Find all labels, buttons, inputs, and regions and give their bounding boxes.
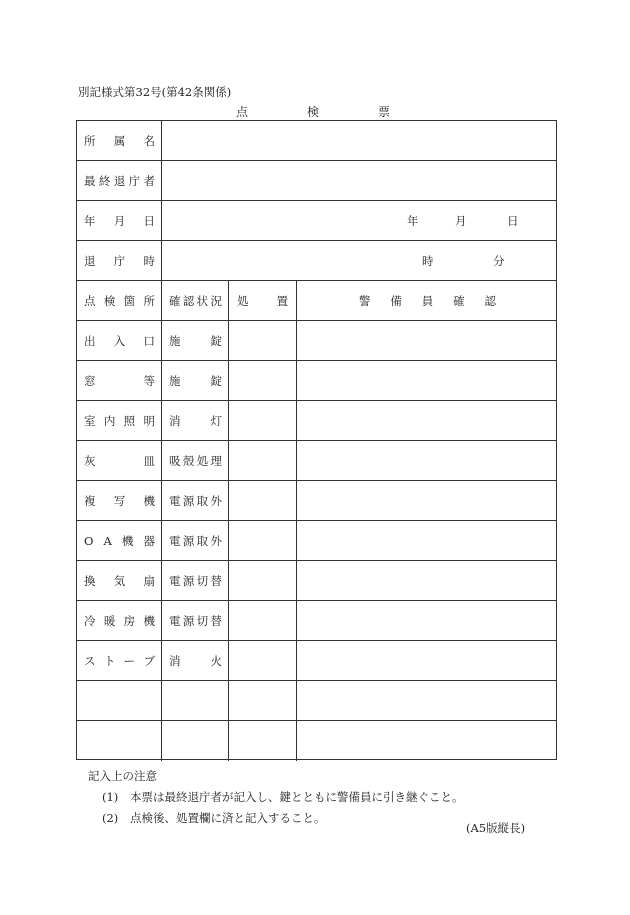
form-number-note: 別記様式第32号(第42条関係) (78, 85, 232, 99)
checklist-row (77, 401, 556, 441)
column-header-location-char: 検 (103, 293, 116, 308)
check-status (162, 601, 229, 640)
header-label-char: 名 (143, 133, 155, 148)
checkpoint-location-char: 機 (121, 533, 134, 548)
checklist-row (77, 321, 556, 361)
guard-confirm-field[interactable] (297, 401, 558, 440)
header-label-char: 日 (143, 213, 155, 228)
guard-confirm-field[interactable] (297, 721, 558, 761)
check-status (162, 321, 229, 360)
checkpoint-location (77, 561, 162, 600)
checkpoint-location (77, 361, 162, 400)
title-char: 検 (306, 105, 319, 119)
header-value-field[interactable] (162, 121, 558, 160)
column-header-guard (297, 281, 558, 320)
checkpoint-location-char: 気 (113, 573, 126, 588)
note-item (88, 808, 464, 829)
check-status-char: 電 (169, 533, 181, 548)
check-status (162, 361, 229, 400)
note-text: 点検後、処置欄に済と記入すること。 (130, 811, 326, 825)
header-value-field[interactable] (162, 201, 558, 240)
check-status-char: 施 (169, 373, 181, 388)
check-status-char: 替 (210, 613, 222, 628)
column-header-location-char: 箇 (123, 293, 136, 308)
checkpoint-location-char: 明 (143, 413, 155, 428)
check-status-char: 外 (210, 533, 222, 548)
checkpoint-location-char: ス (84, 653, 96, 668)
check-status (162, 641, 229, 680)
header-label-char: 者 (143, 173, 155, 188)
title-char: 票 (377, 105, 390, 119)
check-status-char: 取 (196, 493, 209, 508)
header-label-char: 年 (84, 213, 96, 228)
paper-size-note: (A5版縦長) (466, 821, 526, 835)
check-status (162, 561, 229, 600)
note-number: (2) (102, 811, 119, 825)
checkpoint-location-char: 等 (143, 373, 155, 388)
check-status-char: 切 (196, 613, 209, 628)
column-header-check-char: 確 (169, 293, 181, 308)
header-label-char: 属 (113, 133, 126, 148)
column-header-guard-char: 警 (359, 293, 371, 308)
guard-confirm-field[interactable] (297, 441, 558, 480)
check-status-char: 錠 (210, 373, 222, 388)
action-field[interactable] (229, 361, 297, 400)
checkpoint-location-char: 写 (113, 493, 126, 508)
header-label-char: 庁 (128, 173, 141, 188)
check-status-char: 切 (196, 573, 209, 588)
header-label-char: 退 (113, 173, 126, 188)
checklist-row (77, 681, 556, 721)
checkpoint-location-char: 換 (84, 573, 96, 588)
checkpoint-location-char: 皿 (143, 453, 155, 468)
checkpoint-location-char: 内 (103, 413, 116, 428)
check-status-char: 源 (182, 533, 195, 548)
checkpoint-location (77, 321, 162, 360)
column-header-check-char: 況 (210, 293, 222, 308)
inspection-table (76, 120, 557, 760)
check-status (162, 681, 229, 720)
guard-confirm-field[interactable] (297, 641, 558, 680)
check-status-char: 替 (210, 573, 222, 588)
check-status-char: 錠 (210, 333, 222, 348)
checkpoint-location-char: 機 (143, 613, 155, 628)
checklist-row (77, 481, 556, 521)
check-status-char: 理 (210, 453, 222, 468)
notes-heading: 記入上の注意 (88, 769, 157, 783)
checkpoint-location (77, 521, 162, 560)
header-label-char: 月 (113, 213, 126, 228)
header-label-char: 所 (84, 133, 96, 148)
check-status-char: 消 (169, 653, 181, 668)
checkpoint-location-char: 室 (84, 413, 96, 428)
checkpoint-location-char: 窓 (84, 373, 96, 388)
header-label-char: 庁 (113, 253, 126, 268)
note-text: 本票は最終退庁者が記入し、鍵とともに警備員に引き継ぐこと。 (130, 790, 464, 804)
note-item (88, 787, 464, 808)
column-header-location-char: 所 (143, 293, 155, 308)
checklist-row (77, 521, 556, 561)
checkpoint-location (77, 681, 162, 720)
check-status (162, 401, 229, 440)
header-label (77, 161, 162, 200)
guard-confirm-field[interactable] (297, 601, 558, 640)
checkpoint-location (77, 721, 162, 761)
guard-confirm-field[interactable] (297, 561, 558, 600)
checkpoint-location-char: O (84, 533, 94, 548)
column-header-action-char: 置 (276, 293, 288, 308)
action-field[interactable] (229, 641, 297, 680)
checkpoint-location (77, 601, 162, 640)
column-header-guard-char: 認 (484, 293, 496, 308)
checklist-row (77, 361, 556, 401)
checkpoint-location-char: 扇 (143, 573, 155, 588)
header-row (77, 121, 556, 161)
guard-confirm-field[interactable] (297, 681, 558, 720)
action-field[interactable] (229, 561, 297, 600)
check-status-char: 電 (169, 613, 181, 628)
guard-confirm-field[interactable] (297, 321, 558, 360)
checkpoint-location-char: 冷 (84, 613, 96, 628)
check-status-char: 火 (210, 653, 222, 668)
checkpoint-location-char: 機 (143, 493, 155, 508)
header-label-char: 最 (84, 173, 96, 188)
column-header-location (77, 281, 162, 320)
column-header-row (77, 281, 556, 321)
checkpoint-location-char: 器 (143, 533, 155, 548)
check-status-char: 源 (182, 613, 195, 628)
checkpoint-location-char: 灰 (84, 453, 96, 468)
header-row (77, 201, 556, 241)
column-header-check (162, 281, 229, 320)
column-header-guard-char: 員 (421, 293, 434, 308)
column-header-location-char: 点 (84, 293, 96, 308)
check-status-char: 源 (182, 493, 195, 508)
checkpoint-location-char: 出 (84, 333, 96, 348)
check-status (162, 721, 229, 761)
checklist-row (77, 561, 556, 601)
guard-confirm-field[interactable] (297, 361, 558, 400)
date-unit-label: 年 (407, 213, 419, 228)
guard-confirm-field[interactable] (297, 481, 558, 520)
check-status (162, 441, 229, 480)
action-field[interactable] (229, 681, 297, 720)
checkpoint-location-char: 入 (113, 333, 126, 348)
checkpoint-location (77, 641, 162, 680)
column-header-guard-char: 備 (390, 293, 402, 308)
checkpoint-location-char: A (103, 533, 112, 548)
checkpoint-location-char: 複 (84, 493, 96, 508)
checkpoint-location-char: 房 (123, 613, 136, 628)
checkpoint-location (77, 441, 162, 480)
header-label-char: 終 (98, 173, 111, 188)
action-field[interactable] (229, 481, 297, 520)
entry-notes (88, 766, 464, 829)
check-status (162, 521, 229, 560)
checkpoint-location-char: ブ (143, 653, 155, 668)
checkpoint-location (77, 481, 162, 520)
check-status-char: 吸 (169, 453, 181, 468)
checklist-row (77, 601, 556, 641)
header-label-char: 時 (143, 253, 155, 268)
check-status-char: 外 (210, 493, 222, 508)
check-status-char: 灯 (210, 413, 222, 428)
checklist-row (77, 721, 556, 761)
header-row (77, 161, 556, 201)
action-field[interactable] (229, 401, 297, 440)
time-unit-label: 時 (422, 253, 434, 268)
column-header-check-char: 認 (182, 293, 195, 308)
header-label (77, 201, 162, 240)
header-label (77, 121, 162, 160)
checklist-row (77, 441, 556, 481)
action-field[interactable] (229, 441, 297, 480)
checkpoint-location (77, 401, 162, 440)
column-header-guard-char: 確 (453, 293, 465, 308)
guard-confirm-field[interactable] (297, 521, 558, 560)
check-status-char: 処 (196, 453, 209, 468)
check-status-char: 取 (196, 533, 209, 548)
header-label (77, 241, 162, 280)
date-unit-label: 月 (455, 213, 467, 228)
checkpoint-location-char: 暖 (103, 613, 116, 628)
time-unit-label: 分 (493, 253, 505, 268)
date-unit-label: 日 (507, 213, 519, 228)
action-field[interactable] (229, 521, 297, 560)
header-row (77, 241, 556, 281)
check-status-char: 源 (182, 573, 195, 588)
checklist-row (77, 641, 556, 681)
title-char: 点 (236, 105, 249, 119)
check-status-char: 消 (169, 413, 181, 428)
check-status-char: 殻 (182, 453, 195, 468)
action-field[interactable] (229, 721, 297, 761)
column-header-check-char: 状 (196, 293, 209, 308)
check-status-char: 施 (169, 333, 181, 348)
check-status-char: 電 (169, 493, 181, 508)
header-label-char: 退 (84, 253, 96, 268)
column-header-action-char: 処 (237, 293, 249, 308)
checkpoint-location-char: 口 (143, 333, 155, 348)
action-field[interactable] (229, 601, 297, 640)
check-status (162, 481, 229, 520)
checkpoint-location-char: 照 (123, 413, 136, 428)
checkpoint-location-char: ー (123, 653, 136, 668)
note-number: (1) (102, 790, 119, 804)
action-field[interactable] (229, 321, 297, 360)
column-header-action (229, 281, 297, 320)
form-title (160, 103, 460, 120)
check-status-char: 電 (169, 573, 181, 588)
header-value-field[interactable] (162, 161, 558, 200)
checkpoint-location-char: ト (103, 653, 116, 668)
